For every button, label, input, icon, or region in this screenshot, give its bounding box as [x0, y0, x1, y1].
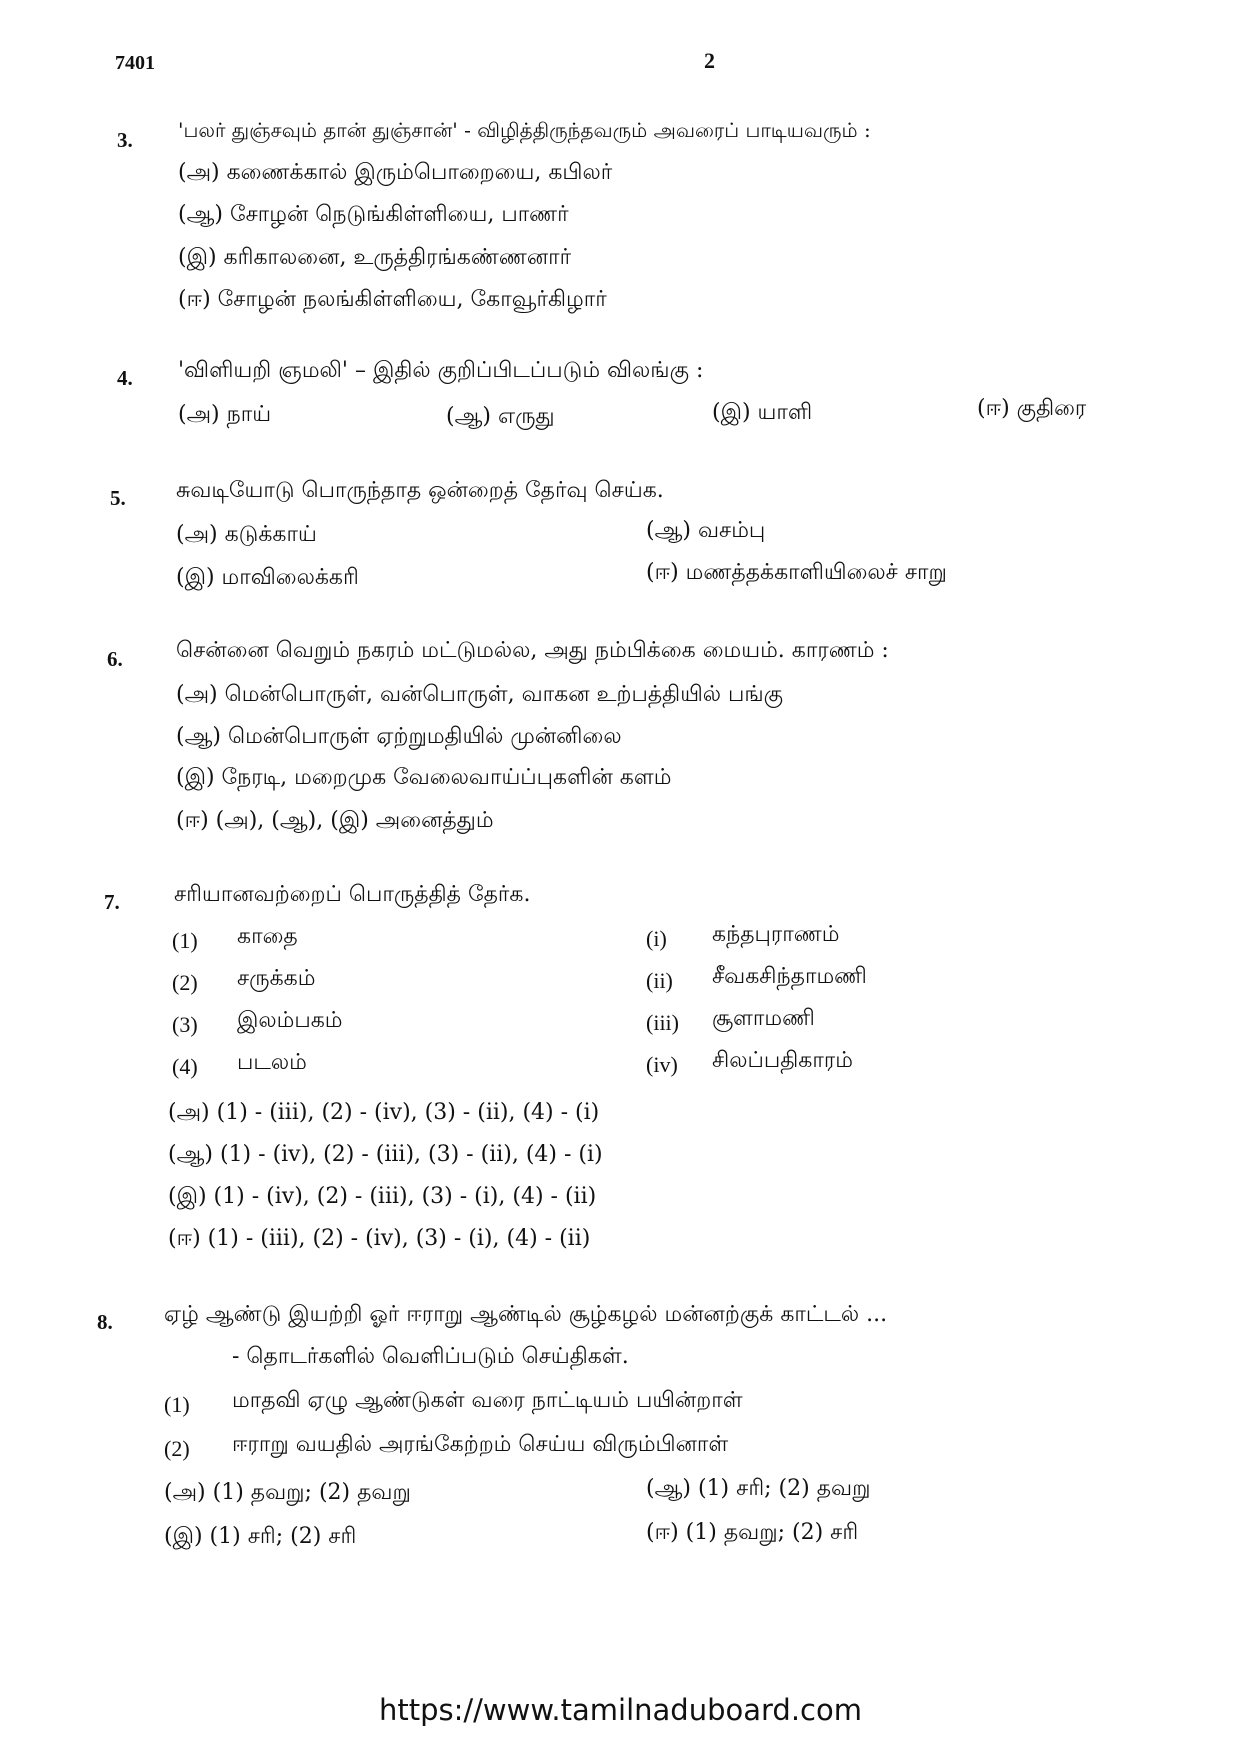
question-4-option-b: (ஆ) எருது	[446, 404, 555, 429]
question-7-option-a: (அ) (1) - (iii), (2) - (iv), (3) - (ii), (4) - (i)	[168, 1100, 600, 1125]
match-right-term: சீவகசிந்தாமணி	[712, 964, 867, 989]
question-6-option-c: (இ) நேரடி, மறைமுக வேலைவாய்ப்புகளின் களம்	[176, 765, 672, 790]
question-7-number: 7.	[104, 890, 120, 914]
statement-text: ஈராறு வயதில் அரங்கேற்றம் செய்ய விரும்பினாள்	[232, 1432, 729, 1457]
match-left-term: சருக்கம்	[237, 966, 316, 991]
question-7-option-b: (ஆ) (1) - (iv), (2) - (iii), (3) - (ii), (4) - (i)	[168, 1142, 603, 1167]
question-8-text: ஏழ் ஆண்டு இயற்றி ஓர் ஈராறு ஆண்டில் சூழ்கழல் மன்னற்குக் காட்டல் ...	[164, 1302, 888, 1327]
question-3-option-d: (ஈ) சோழன் நலங்கிள்ளியை, கோவூர்கிழார்	[178, 287, 607, 312]
question-8-number: 8.	[97, 1310, 113, 1334]
match-left-number: (2)	[172, 970, 198, 995]
question-8-option-b: (ஆ) (1) சரி; (2) தவறு	[646, 1476, 871, 1501]
paper-code: 7401	[115, 52, 155, 74]
match-left-number: (3)	[172, 1012, 198, 1037]
question-4-text: 'விளியறி ஞமலி' – இதில் குறிப்பிடப்படும் விலங்கு :	[178, 358, 704, 383]
statement-number: (2)	[164, 1436, 190, 1461]
question-8-subtext: - தொடர்களில் வெளிப்படும் செய்திகள்.	[232, 1344, 629, 1369]
statement-number: (1)	[164, 1392, 190, 1417]
footer-url[interactable]: https://www.tamilnaduboard.com	[378, 1693, 862, 1727]
match-right-term: சிலப்பதிகாரம்	[712, 1048, 853, 1073]
question-5-option-a: (அ) கடுக்காய்	[176, 522, 317, 547]
question-6-option-d: (ஈ) (அ), (ஆ), (இ) அனைத்தும்	[176, 808, 494, 833]
question-7-option-d: (ஈ) (1) - (iii), (2) - (iv), (3) - (i), (4) - (ii)	[168, 1226, 591, 1251]
match-right-number: (i)	[646, 926, 667, 951]
question-8-option-a: (அ) (1) தவறு; (2) தவறு	[164, 1480, 411, 1505]
question-6-option-a: (அ) மென்பொருள், வன்பொருள், வாகன உற்பத்தியில் பங்கு	[176, 682, 784, 707]
question-6-text: சென்னை வெறும் நகரம் மட்டுமல்ல, அது நம்பிக்கை மையம். காரணம் :	[176, 638, 889, 663]
question-5-number: 5.	[110, 486, 126, 510]
question-4-option-a: (அ) நாய்	[178, 402, 272, 427]
match-left-number: (1)	[172, 928, 198, 953]
match-right-term: சூளாமணி	[712, 1006, 815, 1031]
question-6-number: 6.	[107, 647, 123, 671]
match-left-term: படலம்	[237, 1050, 307, 1075]
question-5-option-b: (ஆ) வசம்பு	[646, 518, 766, 543]
question-4-number: 4.	[117, 366, 133, 390]
question-3-option-a: (அ) கணைக்கால் இரும்பொறையை, கபிலர்	[178, 160, 613, 185]
match-right-term: கந்தபுராணம்	[712, 922, 840, 947]
page-number: 2	[704, 48, 715, 73]
question-3-number: 3.	[117, 128, 133, 152]
match-right-number: (ii)	[646, 968, 673, 993]
question-7-text: சரியானவற்றைப் பொருத்தித் தேர்க.	[174, 882, 531, 907]
question-8-option-c: (இ) (1) சரி; (2) சரி	[164, 1524, 357, 1549]
question-3-option-c: (இ) கரிகாலனை, உருத்திரங்கண்ணனார்	[178, 245, 572, 270]
question-4-option-c: (இ) யாளி	[712, 400, 813, 425]
statement-text: மாதவி ஏழு ஆண்டுகள் வரை நாட்டியம் பயின்றாள்	[232, 1388, 743, 1413]
match-right-number: (iii)	[646, 1010, 679, 1035]
question-6-option-b: (ஆ) மென்பொருள் ஏற்றுமதியில் முன்னிலை	[176, 724, 622, 749]
question-3-text: 'பலர் துஞ்சவும் தான் துஞ்சான்' - விழித்திருந்தவரும் அவரைப் பாடியவரும் :	[178, 118, 871, 142]
match-right-number: (iv)	[646, 1052, 678, 1077]
question-5-option-d: (ஈ) மணத்தக்காளியிலைச் சாறு	[646, 560, 947, 585]
question-8-option-d: (ஈ) (1) தவறு; (2) சரி	[646, 1520, 859, 1545]
question-7-option-c: (இ) (1) - (iv), (2) - (iii), (3) - (i), (4) - (ii)	[168, 1184, 597, 1209]
question-4-option-d: (ஈ) குதிரை	[977, 396, 1087, 421]
question-5-option-c: (இ) மாவிலைக்கரி	[176, 565, 359, 590]
match-left-number: (4)	[172, 1054, 198, 1079]
question-5-text: சுவடியோடு பொருந்தாத ஒன்றைத் தேர்வு செய்க.	[176, 478, 664, 503]
match-left-term: இலம்பகம்	[237, 1008, 343, 1033]
question-3-option-b: (ஆ) சோழன் நெடுங்கிள்ளியை, பாணர்	[178, 202, 569, 227]
match-left-term: காதை	[237, 924, 298, 949]
